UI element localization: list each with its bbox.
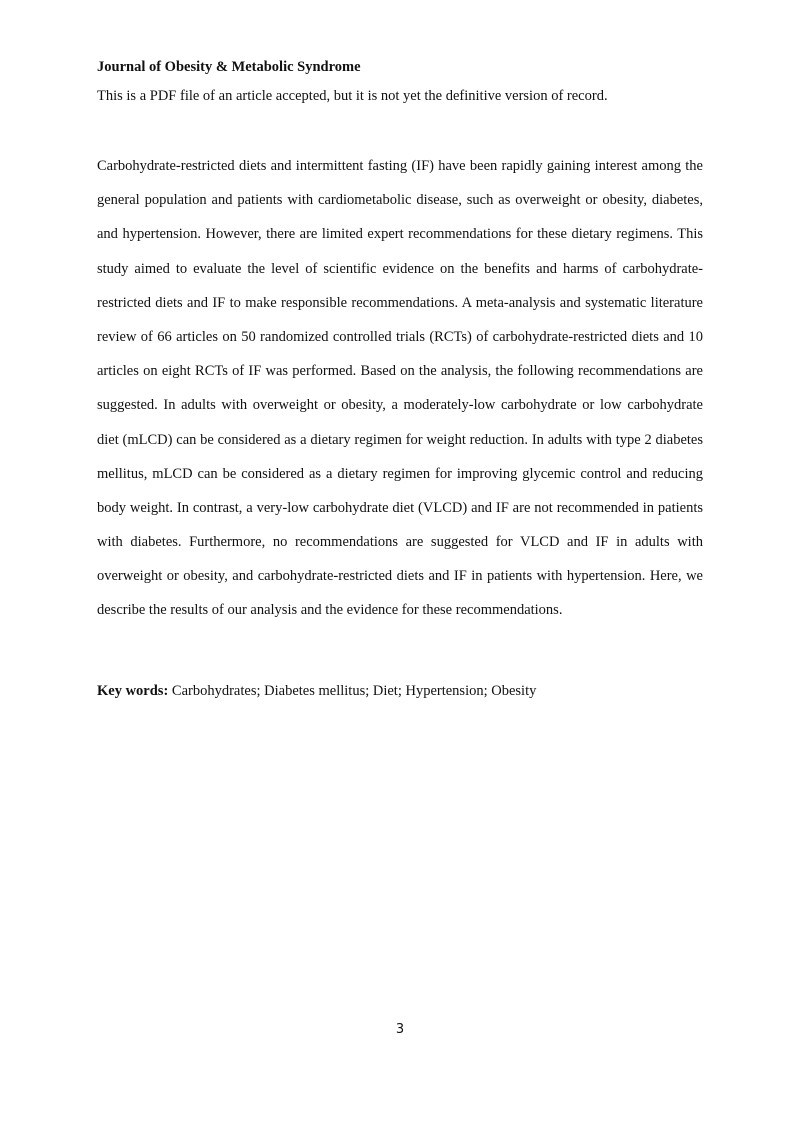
abstract-line: general population and patients with cardiometabolic disease, such as overweight or obesity, diabetes, xyxy=(97,192,703,209)
page-number: 3 xyxy=(395,1022,405,1037)
journal-title: Journal of Obesity & Metabolic Syndrome xyxy=(97,59,361,75)
abstract-line: overweight or obesity, and carbohydrate-restricted diets and IF in patients with hypertension. Here, we xyxy=(97,568,703,585)
abstract-line: suggested. In adults with overweight or obesity, a moderately-low carbohydrate or low carbohydrate xyxy=(97,397,703,414)
keywords-label: Key words: xyxy=(97,683,169,699)
abstract-line: body weight. In contrast, a very-low carbohydrate diet (VLCD) and IF are not recommended in patients xyxy=(97,499,703,516)
abstract-line: describe the results of our analysis and the evidence for these recommendations. xyxy=(97,602,563,619)
abstract-line: diet (mLCD) can be considered as a dietary regimen for weight reduction. In adults with type 2 diabetes xyxy=(97,431,703,448)
abstract-line: review of 66 articles on 50 randomized controlled trials (RCTs) of carbohydrate-restricted diets and 10 xyxy=(97,328,703,345)
abstract-line: and hypertension. However, there are limited expert recommendations for these dietary regimens. This xyxy=(97,226,703,243)
keywords-list: Carbohydrates; Diabetes mellitus; Diet; Hypertension; Obesity xyxy=(168,683,537,699)
abstract-line: articles on eight RCTs of IF was performed. Based on the analysis, the following recommendations are xyxy=(97,363,703,380)
abstract-line: with diabetes. Furthermore, no recommendations are suggested for VLCD and IF in adults with xyxy=(97,534,703,551)
abstract-paragraph xyxy=(97,149,703,628)
abstract-line: restricted diets and IF to make responsible recommendations. A meta-analysis and systematic literature xyxy=(97,294,703,311)
abstract-line: mellitus, mLCD can be considered as a dietary regimen for improving glycemic control and reducing xyxy=(97,465,703,482)
abstract-line: Carbohydrate-restricted diets and intermittent fasting (IF) have been rapidly gaining interest among the xyxy=(97,158,703,174)
keywords xyxy=(97,681,536,701)
abstract-line: study aimed to evaluate the level of scientific evidence on the benefits and harms of carbohydrate- xyxy=(97,260,703,277)
accepted-notice: This is a PDF file of an article accepted, but it is not yet the definitive version of record. xyxy=(97,88,608,104)
